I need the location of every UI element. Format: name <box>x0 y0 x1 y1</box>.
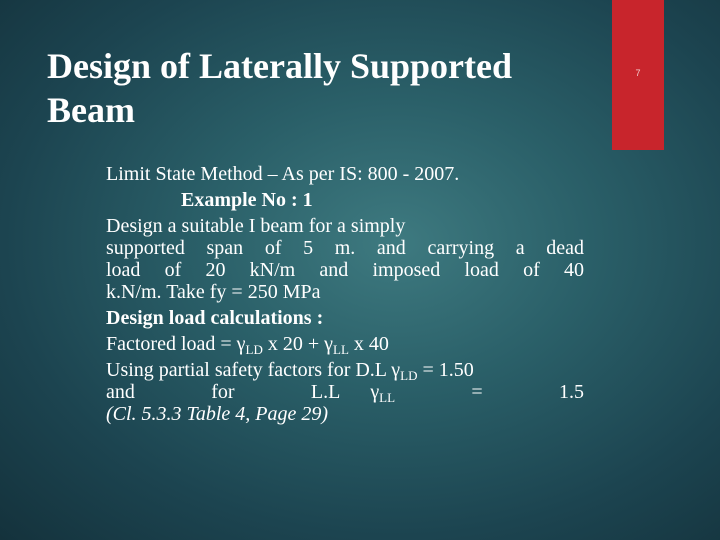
factored-mid: x 20 + γ <box>262 333 333 355</box>
word: 40 <box>563 259 584 281</box>
ll-word: L.L <box>310 381 341 403</box>
slide-number-box <box>612 0 664 150</box>
problem-line-1: Design a suitable I beam for a simply <box>106 215 406 237</box>
word: of <box>523 259 540 281</box>
word: supported <box>106 237 185 259</box>
factored-sub-ld: LD <box>245 342 263 357</box>
and-line <box>106 381 584 403</box>
reference-line: (Cl. 5.3.3 Table 4, Page 29) <box>106 403 329 425</box>
gamma-ll: γ <box>370 381 380 403</box>
partial-prefix: Using partial safety factors for D.L γ <box>106 359 401 381</box>
word: 5 <box>303 237 314 259</box>
word: span <box>206 237 244 259</box>
word: dead <box>546 237 584 259</box>
word: and <box>376 237 406 259</box>
word: of <box>164 259 182 281</box>
problem-line-3 <box>106 259 584 281</box>
partial-safety-line <box>106 359 584 381</box>
word: m. <box>334 237 356 259</box>
problem-line-2 <box>106 237 584 259</box>
word: load <box>464 259 499 281</box>
partial-suffix: = 1.50 <box>417 359 474 381</box>
slide-body <box>106 163 584 425</box>
problem-line-4: k.N/m. Take fy = 250 MPa <box>106 281 321 303</box>
factored-sub-ll: LL <box>333 342 349 357</box>
and-word: and <box>106 381 135 403</box>
design-load-heading: Design load calculations : <box>106 307 324 329</box>
word: imposed <box>372 259 441 281</box>
ll-value: 1.5 <box>558 381 584 403</box>
word: kN/m <box>249 259 296 281</box>
word: of <box>264 237 282 259</box>
slide-title: Design of Laterally Supported Beam <box>47 46 513 130</box>
factored-load-line <box>106 333 584 355</box>
method-line: Limit State Method – As per IS: 800 - 2007. <box>106 163 460 185</box>
equals-sign: = <box>471 381 483 403</box>
ll-group <box>311 381 395 403</box>
word: 20 <box>205 259 226 281</box>
slide-number: 7 <box>635 68 641 78</box>
example-heading: Example No : 1 <box>181 189 313 211</box>
partial-sub-ld: LD <box>400 368 418 383</box>
word: and <box>319 259 349 281</box>
word: load <box>106 259 141 281</box>
for-word: for <box>211 381 235 403</box>
gamma-ll-sub: LL <box>379 390 396 405</box>
factored-prefix: Factored load = γ <box>106 333 246 355</box>
word: a <box>515 237 525 259</box>
factored-suffix: x 40 <box>348 333 389 355</box>
word: carrying <box>427 237 495 259</box>
